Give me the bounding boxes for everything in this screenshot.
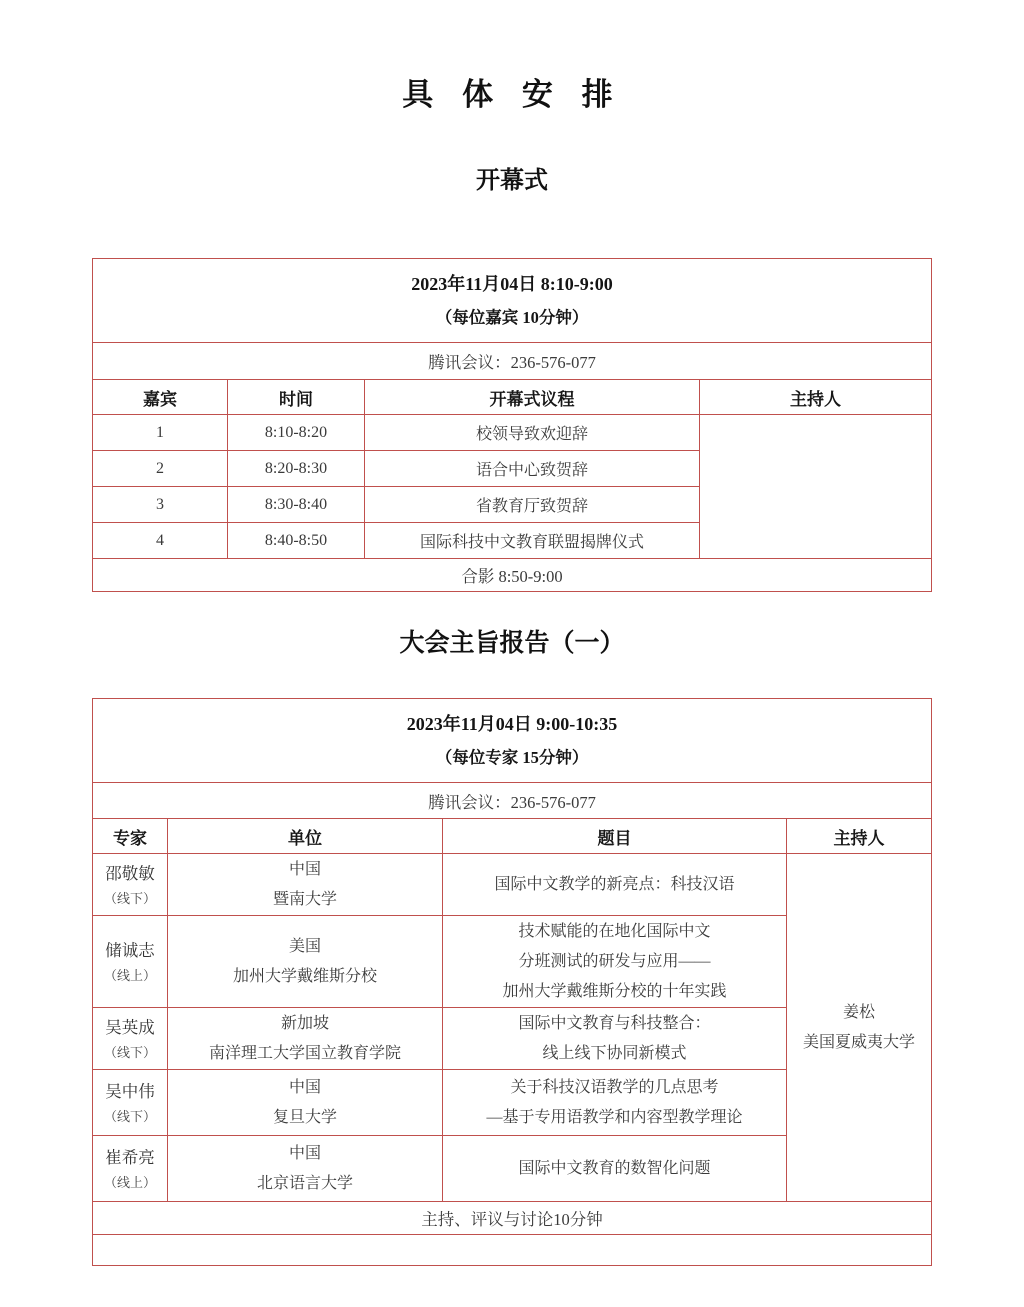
keynote-footer-row: [93, 1202, 932, 1235]
keynote-meeting-row: [93, 783, 932, 819]
topic-line: 关于科技汉语教学的几点思考: [510, 1078, 719, 1096]
unit-cell: [168, 1070, 443, 1136]
guest-agenda: 省教育厅致贺辞: [365, 487, 700, 523]
guest-time: 8:30-8:40: [228, 487, 365, 523]
keynote-empty-row: [93, 1235, 932, 1266]
keynote-header-expert: 专家: [93, 819, 168, 854]
unit-line: 新加坡: [280, 1014, 329, 1032]
unit-line: 复旦大学: [272, 1108, 337, 1126]
keynote-header-unit: 单位: [168, 819, 443, 854]
page-title: 具 体 安 排: [402, 77, 622, 113]
expert-name: 吴英成: [105, 1017, 155, 1037]
host-affiliation: 美国夏威夷大学: [802, 1033, 915, 1051]
topic-line: —基于专用语教学和内容型教学理论: [486, 1108, 743, 1126]
guest-time: 8:20-8:30: [228, 451, 365, 487]
expert-cell: [93, 1008, 168, 1070]
opening-table: [92, 258, 932, 592]
expert-mode: （线上）: [103, 967, 156, 983]
guest-no: 4: [93, 523, 228, 559]
expert-mode: （线上）: [103, 1174, 156, 1190]
topic-line: 分班测试的研发与应用——: [518, 952, 711, 970]
unit-line: 北京语言大学: [256, 1174, 353, 1192]
opening-note: （每位嘉宾 10分钟）: [435, 307, 589, 327]
expert-cell: [93, 854, 168, 916]
expert-name: 崔希亮: [105, 1147, 155, 1167]
topic-line: 加州大学戴维斯分校的十年实践: [502, 982, 727, 1000]
opening-meeting: 腾讯会议：236-576-077: [93, 343, 932, 380]
expert-mode: （线下）: [103, 890, 156, 906]
opening-footer: 合影 8:50-9:00: [93, 559, 932, 592]
topic-line: 线上线下协同新模式: [542, 1044, 687, 1062]
topic-line: 国际中文教学的新亮点：科技汉语: [494, 875, 735, 893]
opening-header-time: 时间: [228, 380, 365, 415]
unit-line: 暨南大学: [272, 890, 337, 908]
topic-line: 国际中文教育与科技整合：: [518, 1014, 711, 1032]
expert-name: 储诚志: [105, 940, 155, 960]
topic-line: 技术赋能的在地化国际中文: [518, 922, 711, 940]
opening-header-host: 主持人: [700, 380, 932, 415]
keynote-date-row: [93, 699, 932, 783]
guest-no: 3: [93, 487, 228, 523]
topic-cell: [443, 1070, 787, 1136]
opening-header-row: [93, 380, 932, 415]
opening-host-cell: [700, 415, 932, 559]
unit-line: 美国: [288, 937, 321, 955]
keynote-host-cell: [787, 854, 932, 1202]
guest-no: 2: [93, 451, 228, 487]
unit-line: 南洋理工大学国立教育学院: [208, 1044, 401, 1062]
expert-name: 吴中伟: [105, 1081, 155, 1101]
table-row: [93, 415, 932, 451]
opening-date-cell: [93, 259, 932, 343]
expert-mode: （线下）: [103, 1108, 156, 1124]
host-name: 姜松: [842, 1003, 875, 1021]
opening-section-title: 开幕式: [476, 166, 548, 194]
guest-no: 1: [93, 415, 228, 451]
unit-cell: [168, 1136, 443, 1202]
guest-agenda: 国际科技中文教育联盟揭牌仪式: [365, 523, 700, 559]
expert-mode: （线下）: [103, 1044, 156, 1060]
keynote-header-row: [93, 819, 932, 854]
table-row: [93, 854, 932, 916]
keynote-date-cell: [93, 699, 932, 783]
keynote-meeting: 腾讯会议：236-576-077: [93, 783, 932, 819]
topic-cell: [443, 1136, 787, 1202]
unit-line: 中国: [288, 1144, 321, 1162]
guest-time: 8:10-8:20: [228, 415, 365, 451]
unit-cell: [168, 1008, 443, 1070]
keynote-header-topic: 题目: [443, 819, 787, 854]
opening-meeting-row: [93, 343, 932, 380]
keynote-header-host: 主持人: [787, 819, 932, 854]
guest-time: 8:40-8:50: [228, 523, 365, 559]
unit-line: 加州大学戴维斯分校: [232, 967, 377, 985]
expert-cell: [93, 1136, 168, 1202]
expert-cell: [93, 916, 168, 1008]
opening-footer-row: [93, 559, 932, 592]
expert-cell: [93, 1070, 168, 1136]
keynote-note: （每位专家 15分钟）: [435, 747, 589, 767]
opening-header-guest: 嘉宾: [93, 380, 228, 415]
expert-name: 邵敬敏: [105, 863, 155, 883]
guest-agenda: 语合中心致贺辞: [365, 451, 700, 487]
unit-line: 中国: [288, 1078, 321, 1096]
opening-header-agenda: 开幕式议程: [365, 380, 700, 415]
topic-cell: [443, 854, 787, 916]
keynote-datetime: 2023年11月04日 9:00-10:35: [406, 713, 618, 734]
topic-cell: [443, 916, 787, 1008]
keynote-table: [92, 698, 932, 1266]
unit-cell: [168, 916, 443, 1008]
opening-date-row: [93, 259, 932, 343]
keynote-section-title: 大会主旨报告（一）: [399, 628, 625, 657]
empty-row-cell: [93, 1235, 932, 1266]
opening-datetime: 2023年11月04日 8:10-9:00: [411, 273, 613, 294]
topic-line: 国际中文教育的数智化问题: [518, 1159, 711, 1177]
unit-line: 中国: [288, 860, 321, 878]
unit-cell: [168, 854, 443, 916]
guest-agenda: 校领导致欢迎辞: [365, 415, 700, 451]
keynote-footer: 主持、评议与讨论10分钟: [93, 1202, 932, 1235]
topic-cell: [443, 1008, 787, 1070]
